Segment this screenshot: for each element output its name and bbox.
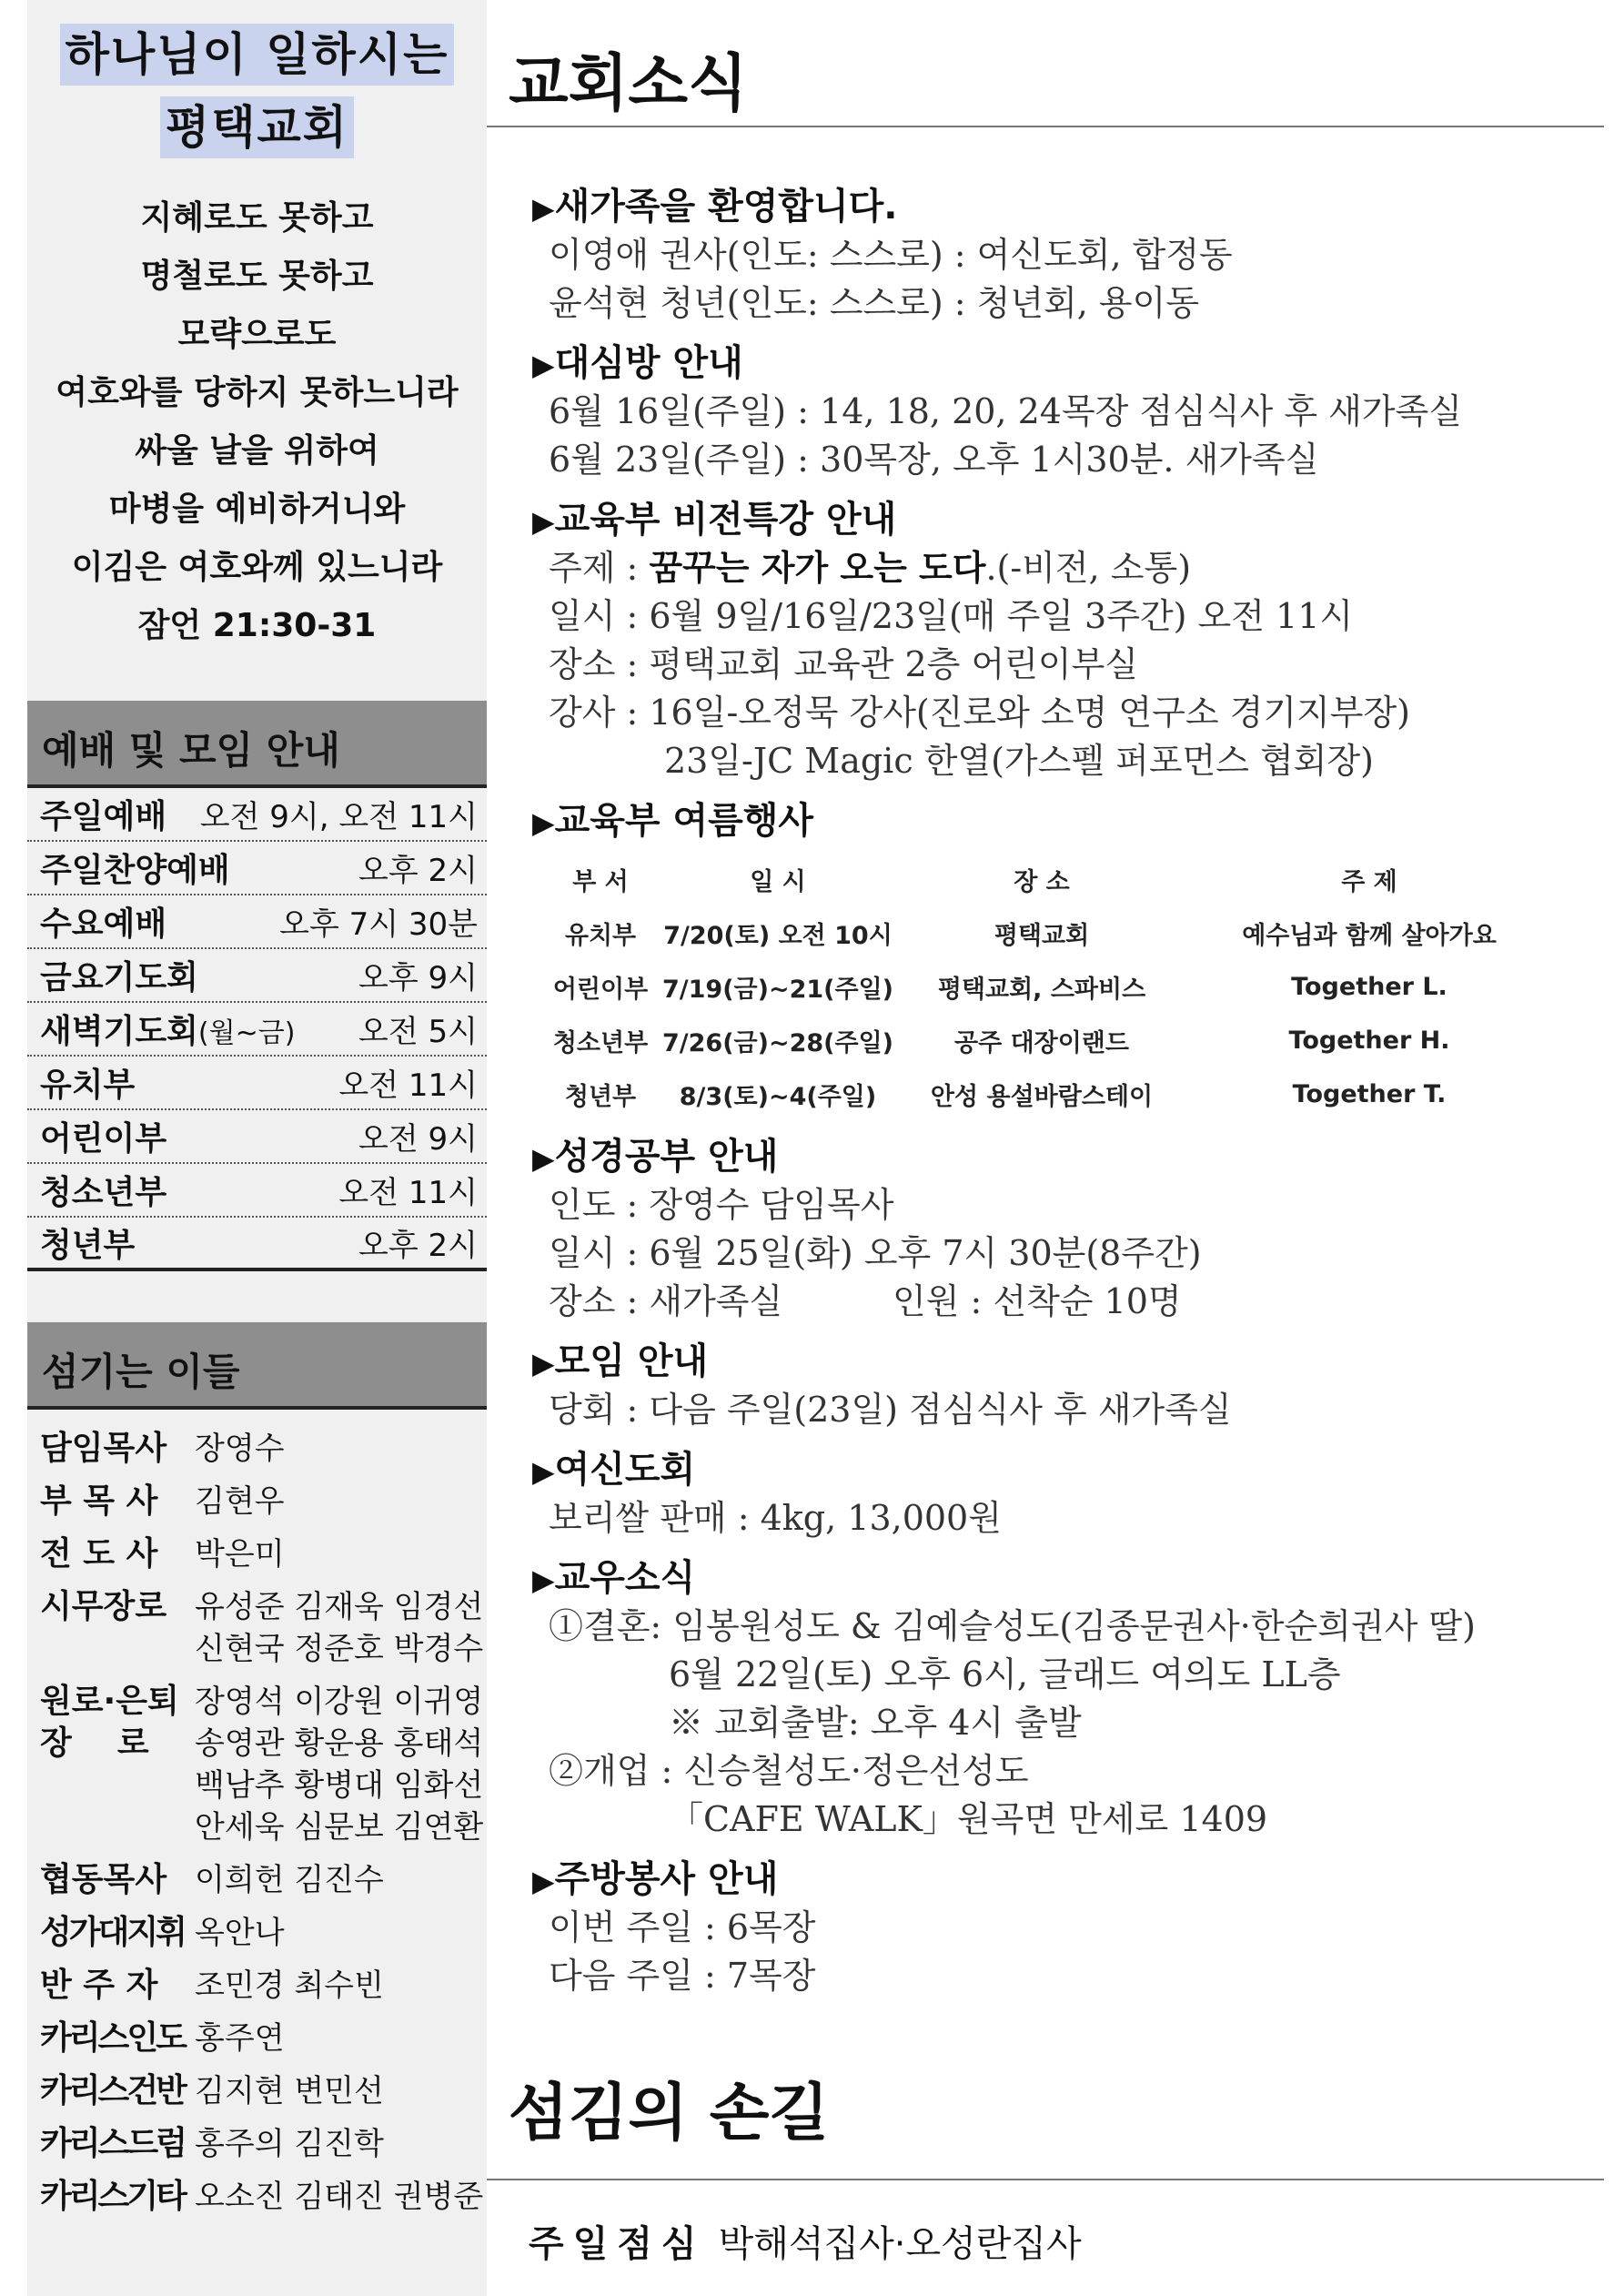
servant-row: [27, 2070, 487, 2112]
service-title: 섬김의 손길: [509, 2078, 830, 2149]
table-row: 유치부 7/20(토) 오전 10시 평택교회 예수님과 함께 살아가요: [564, 922, 1497, 950]
news-item-visit: [532, 340, 1597, 484]
triangle-icon: ▶: [532, 504, 555, 539]
worship-heading: 예배 및 모임 안내: [27, 701, 487, 788]
table-header: 부 서 일 시 장 소 주 제: [572, 868, 1397, 896]
main-content: [487, 0, 1624, 2296]
servant-row: [27, 2018, 487, 2059]
news-title: 교회소식: [509, 48, 748, 120]
item-heading: 모임 안내: [554, 1340, 709, 1382]
servant-row: [27, 1912, 487, 1954]
item-line: 23일-JC Magic 한열(가스펠 퍼포먼스 협회장): [664, 741, 1374, 781]
servant-role: 카리스건반: [40, 2072, 185, 2109]
servant-role: 카리스기타: [40, 2178, 185, 2215]
item-line: 6월 23일(주일) : 30목장, 오후 1시30분. 새가족실: [549, 440, 1319, 480]
item-heading: 교육부 비전특강 안내: [554, 499, 897, 541]
worship-row: [27, 1164, 487, 1218]
news-item-summer: [532, 798, 1597, 1121]
worship-name: 청년부: [40, 1227, 136, 1264]
servants-list: [27, 1410, 487, 2218]
church-title-line2: 평택교회: [160, 96, 354, 158]
servant-role: 부 목 사: [40, 1482, 158, 1520]
service-line: [529, 2215, 1082, 2267]
servant-row: [27, 1859, 487, 1901]
servant-row: [27, 2176, 487, 2218]
item-heading: 새가족을 환영합니다.: [554, 186, 898, 228]
servant-names: 옥안나: [195, 1915, 285, 1951]
worship-time: 오후 2시: [358, 853, 478, 889]
item-line: 인도 : 장영수 담임목사: [549, 1185, 894, 1225]
item-heading: 주방봉사 안내: [554, 1858, 779, 1900]
worship-row: [27, 1057, 487, 1110]
church-title: [27, 0, 487, 169]
servant-role: 원로·은퇴 장 로: [40, 1683, 179, 1762]
divider: [487, 2179, 1604, 2180]
verse-line: 마병을 예비하거니와: [108, 491, 406, 528]
servant-role: 담임목사: [40, 1430, 167, 1467]
worship-row: [27, 842, 487, 895]
news-item-bible: [532, 1134, 1597, 1326]
item-heading: 교육부 여름행사: [554, 800, 814, 842]
news-body: [532, 171, 1597, 2000]
servant-role: 협동목사: [40, 1861, 167, 1898]
worship-time: 오후 9시: [358, 960, 478, 996]
item-line: ②개업 : 신승철성도·정은선성도: [549, 1751, 1029, 1791]
news-item-welcome: [532, 184, 1597, 328]
item-heading: 교우소식: [554, 1557, 696, 1599]
worship-row: [27, 788, 487, 842]
servant-names: 장영수: [195, 1431, 285, 1467]
news-item-vision: [532, 497, 1597, 785]
item-line: ※ 교회출발: 오후 4시 출발: [669, 1703, 1082, 1743]
worship-row: [27, 895, 487, 949]
servant-role: 시무장로: [40, 1588, 167, 1625]
item-heading: 여신도회: [554, 1449, 696, 1491]
left-sidebar: [27, 0, 487, 2296]
worship-row: [27, 1110, 487, 1164]
scripture-verse: [27, 189, 487, 655]
verse-line: 여호와를 당하지 못하느니라: [55, 374, 459, 411]
item-line: 당회 : 다음 주일(23일) 점심식사 후 새가족실: [549, 1390, 1232, 1430]
servant-names: 김현우: [195, 1483, 285, 1520]
item-line: 이영애 권사(인도: 스스로) : 여신도회, 합정동: [549, 235, 1233, 275]
triangle-icon: ▶: [532, 1454, 555, 1489]
verse-line: 지혜로도 못하고: [140, 199, 374, 237]
servant-role: 반 주 자: [40, 1967, 158, 2004]
servant-names: 홍주의 김진학: [195, 2126, 384, 2162]
table-row: 청년부 8/3(토)~4(주일) 안성 용설바람스테이 Together T.: [564, 1080, 1447, 1111]
triangle-icon: ▶: [532, 191, 555, 226]
worship-time: 오후 2시: [358, 1228, 478, 1264]
item-line: 장소 : 새가족실 인원 : 선착순 10명: [549, 1281, 1182, 1321]
servant-role: 성가대지휘: [40, 1914, 185, 1951]
service-names: 박해석집사·오성란집사: [718, 2223, 1082, 2265]
worship-time: 오전 9시, 오전 11시: [199, 799, 478, 835]
item-line: 6월 16일(주일) : 14, 18, 20, 24목장 점심식사 후 새가족실: [549, 391, 1462, 431]
servant-names: 김지현 변민선: [195, 2073, 384, 2109]
item-heading: 대심방 안내: [554, 342, 743, 384]
servant-row: [27, 2123, 487, 2165]
servant-names: 장영석 이강원 이귀영 송영관 황운용 홍태석 백남추 황병대 임화선 안세욱 심문보 김연환: [195, 1684, 484, 1846]
worship-note: (월~금): [197, 1017, 296, 1049]
item-line: 보리쌀 판매 : 4kg, 13,000원: [549, 1498, 1002, 1538]
worship-name: 유치부: [40, 1067, 136, 1104]
servant-role: 전 도 사: [40, 1535, 158, 1573]
worship-row: [27, 1003, 487, 1057]
worship-name: 수요예배: [40, 905, 167, 943]
servant-row: [27, 1681, 487, 1848]
worship-name: 금요기도회: [40, 959, 198, 996]
service-label: 주일점심: [529, 2223, 706, 2265]
servants-heading: 섬기는 이들: [27, 1322, 487, 1410]
worship-time: 오후 7시 30분: [279, 906, 478, 943]
triangle-icon: ▶: [532, 1346, 555, 1381]
worship-time: 오전 11시: [338, 1175, 478, 1211]
news-item-women: [532, 1447, 1597, 1542]
item-line: 윤석현 청년(인도: 스스로) : 청년회, 용이동: [549, 283, 1200, 323]
triangle-icon: ▶: [532, 805, 555, 840]
triangle-icon: ▶: [532, 1141, 555, 1176]
verse-line: 모략으로도: [177, 316, 337, 353]
worship-name: 청소년부: [40, 1174, 167, 1211]
servant-names: 박은미: [195, 1536, 285, 1573]
worship-time: 오전 9시: [358, 1121, 478, 1158]
item-line: 장소 : 평택교회 교육관 2층 어린이부실: [549, 644, 1138, 684]
item-line: 다음 주일 : 7목장: [549, 1956, 816, 1996]
servant-row: [27, 1586, 487, 1670]
worship-schedule: [27, 788, 487, 1271]
servant-row: [27, 1481, 487, 1522]
church-title-line1: 하나님이 일하시는: [60, 24, 455, 86]
worship-name: 주일예배: [40, 798, 167, 835]
triangle-icon: ▶: [532, 1864, 555, 1898]
servant-names: 조민경 최수빈: [195, 1967, 384, 2004]
item-line: 이번 주일 : 6목장: [549, 1907, 816, 1947]
servant-row: [27, 1428, 487, 1470]
servant-names: 유성준 김재욱 임경선 신현국 정준호 박경수: [195, 1589, 484, 1667]
worship-time: 오전 11시: [338, 1067, 478, 1104]
item-line: 일시 : 6월 25일(화) 오후 7시 30분(8주간): [549, 1233, 1202, 1273]
table-row: 청소년부 7/26(금)~28(주일) 공주 대장이랜드 Together H.: [552, 1027, 1450, 1057]
table-row: 어린이부 7/19(금)~21(주일) 평택교회, 스파비스 Together L.: [552, 973, 1447, 1004]
verse-line: 이김은 여호와께 있느니라: [71, 549, 443, 586]
worship-time: 오전 5시: [358, 1014, 478, 1050]
item-line: ①결혼: 임봉원성도 & 김예슬성도(김종문권사·한순희권사 딸): [549, 1606, 1476, 1646]
servant-row: [27, 1965, 487, 2007]
vision-topic: 꿈꾸는 자가 오는 도다: [649, 548, 986, 588]
news-item-members: [532, 1555, 1597, 1844]
servant-names: 오소진 김태진 권병준: [195, 2179, 484, 2215]
item-line: 6월 22일(토) 오후 6시, 글래드 여의도 LL층: [669, 1654, 1341, 1694]
divider: [487, 126, 1604, 127]
servant-role: 카리스드럼: [40, 2125, 185, 2162]
worship-row: [27, 949, 487, 1003]
servant-role: 카리스인도: [40, 2019, 185, 2057]
summer-events-table: [541, 853, 1551, 1121]
verse-line: 명철로도 못하고: [140, 258, 374, 295]
news-item-meeting: [532, 1339, 1597, 1434]
verse-line: 싸울 날을 위하여: [135, 432, 379, 470]
servant-row: [27, 1533, 487, 1575]
item-line: 「CAFE WALK」원곡면 만세로 1409: [669, 1799, 1268, 1839]
worship-name: 주일찬양예배: [40, 852, 230, 889]
verse-reference: 잠언 21:30-31: [137, 607, 377, 644]
worship-name: 어린이부: [40, 1120, 167, 1158]
item-line: 일시 : 6월 9일/16일/23일(매 주일 3주간) 오전 11시: [549, 596, 1354, 636]
triangle-icon: ▶: [532, 348, 555, 382]
item-line: 강사 : 16일-오정묵 강사(진로와 소명 연구소 경기지부장): [549, 693, 1410, 733]
item-line: 주제 : 꿈꾸는 자가 오는 도다.(-비전, 소통): [549, 548, 1192, 588]
triangle-icon: ▶: [532, 1563, 555, 1597]
worship-name: 새벽기도회: [40, 1013, 198, 1050]
servant-names: 이희헌 김진수: [195, 1862, 384, 1898]
item-heading: 성경공부 안내: [554, 1136, 779, 1178]
news-item-kitchen: [532, 1856, 1597, 2000]
servant-names: 홍주연: [195, 2020, 285, 2057]
worship-row: [27, 1218, 487, 1271]
